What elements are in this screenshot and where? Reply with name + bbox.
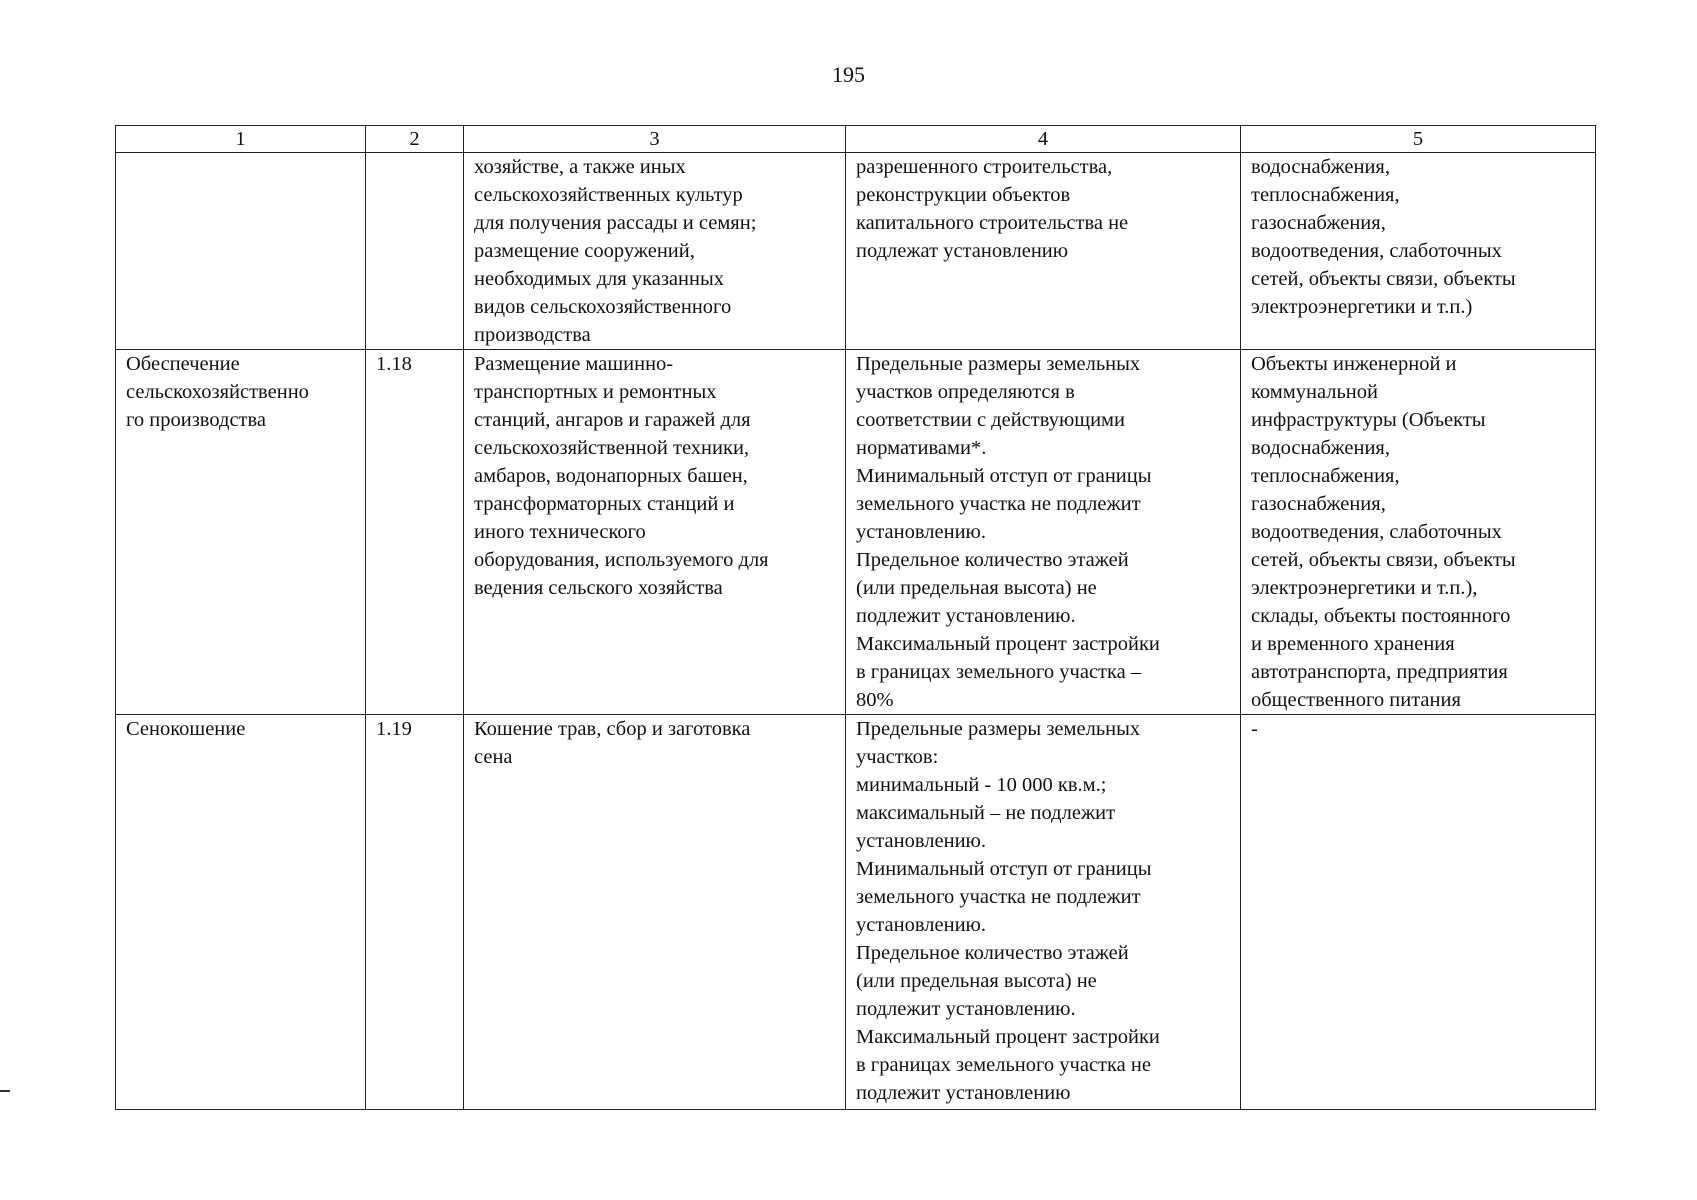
column-header-1: 1 [116, 126, 366, 153]
cell-auxiliary-uses: Объекты инженерной и коммунальной инфраструктуры (Объекты водоснабжения, теплоснабжения, газоснабжения, водоотведения, слаботочных сетей, объекты связи, объекты электроэнергетики и т.п.), склады, объекты постоянного и временного хранения автотранспорта, предприятия общественного питания [1241, 350, 1596, 715]
table-row-continuation [116, 153, 1596, 350]
page-number: 195 [832, 62, 865, 87]
column-header-2: 2 [366, 126, 464, 153]
margin-mark [0, 1090, 10, 1092]
cell-building-parameters: Предельные размеры земельных участков: минимальный - 10 000 кв.м.; максимальный – не подлежит установлению. Минимальный отступ от границы земельного участка не подлежит установлению. Предельное количество этажей (или предельная высота) не подлежит установлению. Максимальный процент застройки в границах земельного участка не подлежит установлению [846, 715, 1241, 1110]
cell-use-description: Кошение трав, сбор и заготовка сена [464, 715, 846, 1110]
cell-use-name: Сенокошение [116, 715, 366, 1110]
column-header-4: 4 [846, 126, 1241, 153]
column-header-5: 5 [1241, 126, 1596, 153]
cell-use-code [366, 153, 464, 350]
land-use-table [115, 125, 1596, 1110]
cell-use-description: хозяйстве, а также иных сельскохозяйственных культур для получения рассады и семян; размещение сооружений, необходимых для указанных видов сельскохозяйственного производства [464, 153, 846, 350]
cell-building-parameters: разрешенного строительства, реконструкции объектов капитального строительства не подлежат установлению [846, 153, 1241, 350]
table-row-1-19 [116, 715, 1596, 1110]
cell-use-description: Размещение машинно- транспортных и ремонтных станций, ангаров и гаражей для сельскохозяйственной техники, амбаров, водонапорных башен, трансформаторных станций и иного технического оборудования, используемого для ведения сельского хозяйства [464, 350, 846, 715]
cell-building-parameters: Предельные размеры земельных участков определяются в соответствии с действующими нормативами*. Минимальный отступ от границы земельного участка не подлежит установлению. Предельное количество этажей (или предельная высота) не подлежит установлению. Максимальный процент застройки в границах земельного участка – 80% [846, 350, 1241, 715]
cell-use-name: Обеспечение сельскохозяйственно го производства [116, 350, 366, 715]
cell-use-code: 1.18 [366, 350, 464, 715]
column-number-header-row [116, 126, 1596, 153]
cell-use-code: 1.19 [366, 715, 464, 1110]
column-header-3: 3 [464, 126, 846, 153]
cell-auxiliary-uses: - [1241, 715, 1596, 1110]
cell-auxiliary-uses: водоснабжения, теплоснабжения, газоснабжения, водоотведения, слаботочных сетей, объекты связи, объекты электроэнергетики и т.п.) [1241, 153, 1596, 350]
table-row-1-18 [116, 350, 1596, 715]
cell-use-name [116, 153, 366, 350]
